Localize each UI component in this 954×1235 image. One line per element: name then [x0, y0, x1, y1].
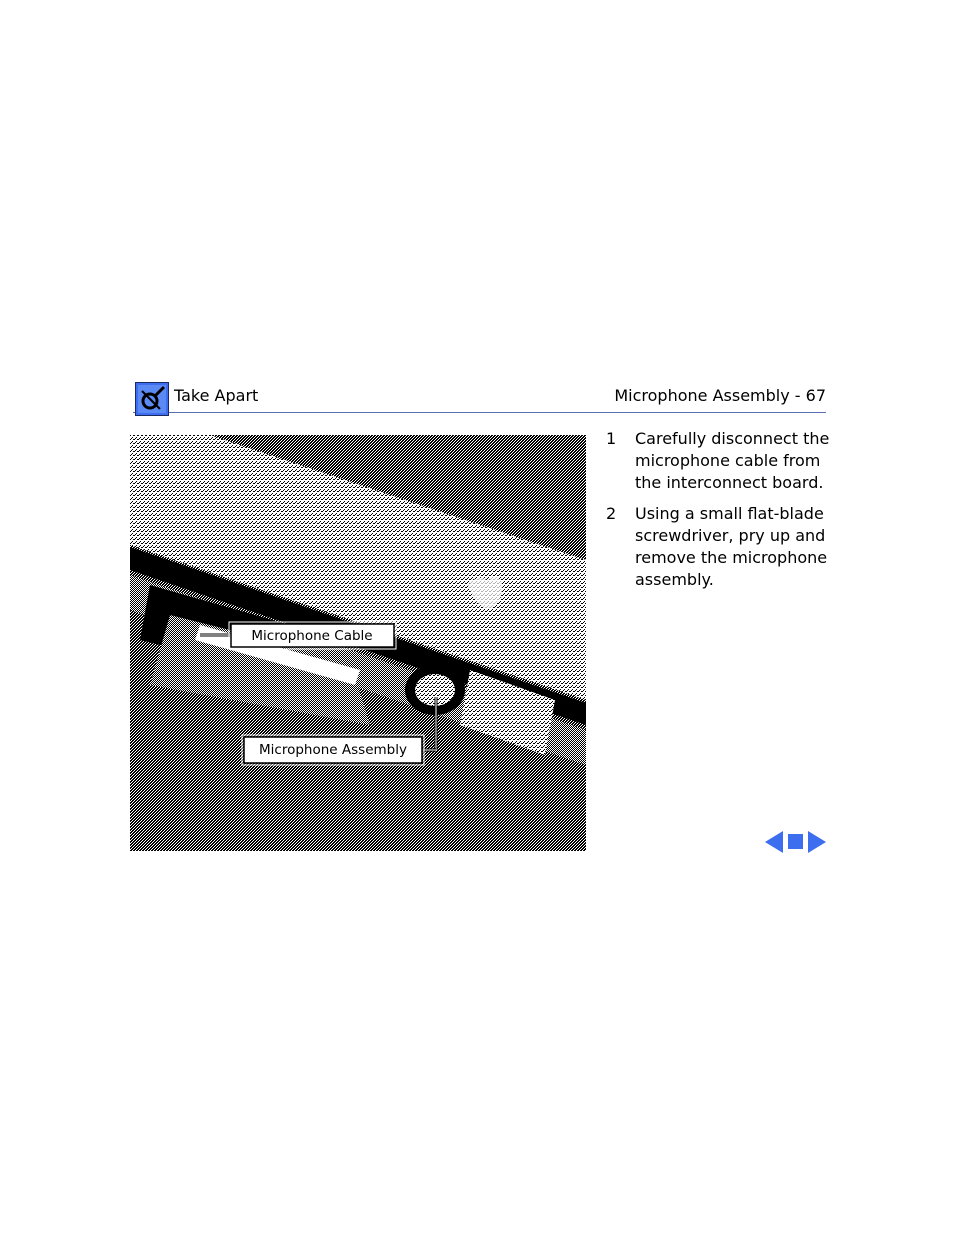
step-item	[606, 503, 836, 591]
wrench-screwdriver-logo-icon	[135, 382, 169, 416]
callout-label: Microphone Cable	[251, 628, 373, 644]
triangle-right-icon[interactable]	[807, 830, 827, 854]
triangle-left-icon[interactable]	[764, 830, 784, 854]
step-text: Using a small flat-blade screwdriver, pry up and remove the microphone assembly.	[635, 504, 828, 589]
steps-list	[606, 428, 836, 600]
section-title: Take Apart	[174, 386, 259, 405]
step-number: 2	[606, 504, 617, 523]
callout-microphone-cable	[200, 622, 396, 649]
step-item	[606, 428, 836, 494]
callout-label: Microphone Assembly	[259, 742, 407, 758]
step-number: 1	[606, 429, 617, 448]
page-navigation	[764, 830, 828, 854]
page-header	[133, 380, 826, 413]
microphone-photo	[130, 435, 586, 851]
photo-illustration	[130, 435, 586, 851]
page-title: Microphone Assembly - 67	[614, 386, 826, 405]
square-icon[interactable]	[787, 830, 805, 854]
step-text: Carefully disconnect the microphone cable from the interconnect board.	[635, 429, 830, 492]
